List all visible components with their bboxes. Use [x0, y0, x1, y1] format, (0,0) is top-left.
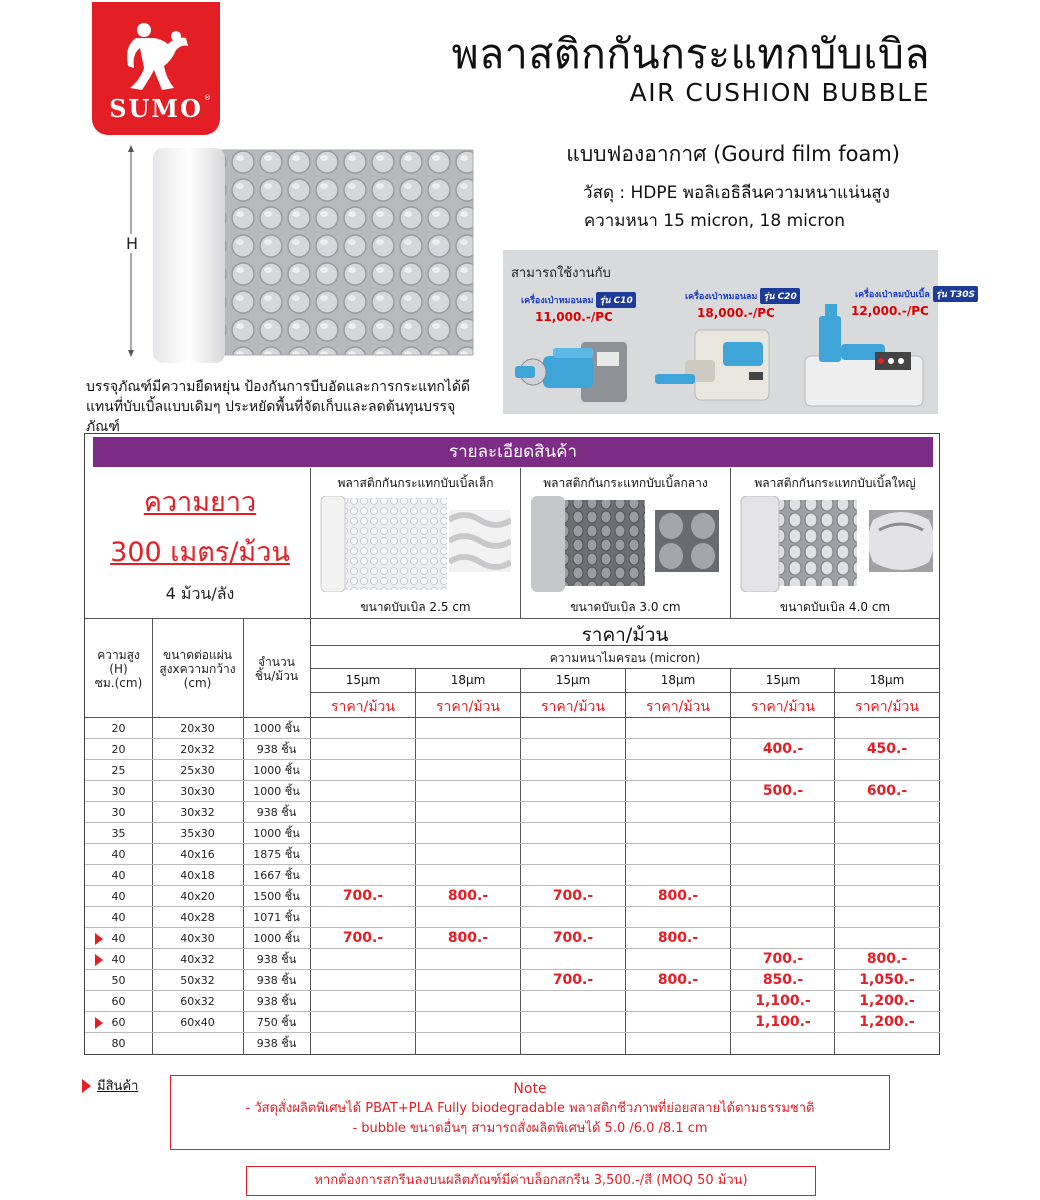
cell-price [416, 949, 520, 970]
in-stock-legend [82, 1075, 138, 1096]
note-title: Note [513, 1081, 547, 1097]
brand-name: SUMO [109, 94, 203, 123]
small-bubble-swatch-icon [449, 510, 511, 572]
machine-price: 11,000.-/PC [535, 310, 613, 324]
cell-price [311, 844, 415, 865]
table-row [85, 802, 940, 823]
table-row [85, 781, 940, 802]
cell-height: 30 [111, 806, 126, 819]
cell-height: 40 [111, 890, 126, 903]
cell-height: 25 [111, 764, 126, 777]
cell-price [626, 718, 730, 739]
cell-qty: 1000 ชิ้น [253, 932, 300, 945]
cell-price [311, 1012, 415, 1033]
cell-size: 25x30 [180, 764, 215, 777]
cell-price [416, 802, 520, 823]
cell-price [311, 949, 415, 970]
cell-height: 40 [111, 869, 126, 882]
bubble-type-name: พลาสติกกันกระแทกบับเบิ้ลเล็ก [337, 476, 494, 490]
length-value: 300 เมตร/ม้วน [110, 537, 290, 568]
header-line: ชิ้น/ม้วน [254, 669, 299, 683]
cell-size: 40x20 [180, 890, 215, 903]
cell-price [731, 1033, 835, 1054]
header-line: ขนาดต่อแผ่น [163, 648, 232, 662]
cell-height: 40 [111, 911, 126, 924]
cell-price: 1,200.- [859, 1014, 915, 1030]
cell-price [416, 781, 520, 802]
cell-qty: 1500 ชิ้น [253, 890, 300, 903]
product-description [86, 377, 486, 437]
cell-price: 850.- [762, 972, 804, 988]
bubble-size: ขนาดบับเบิล 4.0 cm [779, 600, 891, 614]
cell-price [416, 844, 520, 865]
cell-size: 40x18 [180, 869, 215, 882]
sumo-wrestler-icon [114, 16, 198, 96]
note-line: - bubble ขนาดอื่นๆ สามารถสั่งผลิตพิเศษได้ 5.0 /6.0 /8.1 cm [352, 1121, 708, 1136]
spec-thickness: ความหนา 15 micron, 18 micron [583, 211, 845, 231]
cell-qty: 938 ชิ้น [256, 743, 297, 756]
cell-price [416, 991, 520, 1012]
cell-height: 60 [111, 995, 126, 1008]
cell-price [731, 802, 835, 823]
cell-size: 35x30 [180, 827, 215, 840]
cell-price [835, 1033, 939, 1054]
cell-price [521, 718, 625, 739]
small-bubble-roll-icon [319, 496, 449, 592]
cell-price: 1,100.- [755, 1014, 811, 1030]
col-header-qty [243, 655, 310, 683]
thickness-header: 18µm [869, 673, 905, 687]
cell-price: 600.- [866, 783, 908, 799]
cell-size: 50x32 [180, 974, 215, 987]
cell-price [731, 907, 835, 928]
price-unit-header: ราคา/ม้วน [646, 699, 710, 715]
cell-price [416, 970, 520, 991]
compatible-machines [503, 250, 976, 414]
cell-price: 450.- [866, 741, 908, 757]
cell-price: 800.- [657, 888, 699, 904]
cell-price [835, 823, 939, 844]
title-english: AIR CUSHION BUBBLE [629, 78, 930, 107]
cell-price [626, 991, 730, 1012]
spec-material: วัสดุ : HDPE พอลิเอธิลีนความหนาแน่นสูง [583, 183, 890, 203]
cell-price [626, 949, 730, 970]
screen-print-note: หากต้องการสกรีนลงบนผลิตภัณฑ์มีค่าบล็อกสกรีน 3,500.-/สี (MOQ 50 ม้วน) [246, 1166, 816, 1196]
header-line: (H) [109, 662, 128, 676]
cell-size: 40x16 [180, 848, 215, 861]
cell-height: 20 [111, 722, 126, 735]
col-header-height [85, 648, 152, 690]
cell-price [521, 991, 625, 1012]
cell-price: 800.- [657, 930, 699, 946]
cell-price [835, 928, 939, 949]
thickness-header: 15µm [345, 673, 381, 687]
cell-size: 40x32 [180, 953, 215, 966]
cell-price: 400.- [762, 741, 804, 757]
air-machine-c10-icon [513, 334, 633, 409]
cell-price [835, 886, 939, 907]
legend-label: มีสินค้า [97, 1079, 139, 1094]
cell-price [626, 823, 730, 844]
cell-price [731, 928, 835, 949]
spec-type: แบบฟองอากาศ (Gourd film foam) [566, 142, 900, 166]
cell-price [416, 907, 520, 928]
cell-size: 60x40 [180, 1016, 215, 1029]
cell-price [521, 865, 625, 886]
cell-price [416, 1012, 520, 1033]
cell-qty: 938 ชิ้น [256, 995, 297, 1008]
cell-price [521, 1012, 625, 1033]
cell-size [152, 1033, 243, 1054]
height-label: H [126, 234, 139, 253]
price-unit-header: ราคา/ม้วน [855, 699, 919, 715]
cell-price: 800.- [866, 951, 908, 967]
cell-price [626, 1012, 730, 1033]
cell-height: 40 [111, 848, 126, 861]
cell-price [521, 781, 625, 802]
cell-price [311, 802, 415, 823]
cell-qty: 938 ชิ้น [256, 806, 297, 819]
air-machine-c20-icon [653, 326, 783, 408]
cell-price [835, 844, 939, 865]
cell-price [416, 865, 520, 886]
cell-price [521, 1033, 625, 1054]
cell-height: 40 [111, 932, 126, 945]
cell-price [626, 781, 730, 802]
cell-qty: 1071 ชิ้น [253, 911, 300, 924]
cell-price: 1,100.- [755, 993, 811, 1009]
note-box [170, 1075, 890, 1150]
cell-price [835, 907, 939, 928]
cell-price [626, 865, 730, 886]
cell-price: 700.- [342, 888, 384, 904]
cell-size: 30x30 [180, 785, 215, 798]
section-title: รายละเอียดสินค้า [93, 437, 933, 467]
machine-name: เครื่องเป่าหมอนลม [521, 296, 594, 306]
cell-price: 700.- [552, 930, 594, 946]
machines-label: สามารถใช้งานกับ [511, 266, 611, 281]
registered-mark: ® [204, 94, 211, 102]
large-bubble-roll-icon [739, 496, 859, 592]
cell-qty: 1667 ชิ้น [253, 869, 300, 882]
header-line: (cm) [183, 676, 212, 690]
cell-price [311, 970, 415, 991]
cell-size: 60x32 [180, 995, 215, 1008]
bubble-type-large [730, 468, 939, 618]
cell-price [835, 760, 939, 781]
in-stock-marker-icon [82, 1079, 91, 1093]
machine-t30s [801, 286, 976, 412]
cell-price: 700.- [552, 888, 594, 904]
cell-qty: 938 ชิ้น [256, 1037, 297, 1050]
cell-price [731, 844, 835, 865]
cell-price [626, 907, 730, 928]
cell-price [416, 1033, 520, 1054]
cell-price [731, 865, 835, 886]
bubble-size: ขนาดบับเบิล 2.5 cm [360, 600, 471, 614]
cell-price [521, 844, 625, 865]
cell-price: 800.- [447, 888, 489, 904]
cell-price [311, 760, 415, 781]
machine-model: รุ่น T30S [933, 286, 978, 302]
table-row [85, 1012, 940, 1033]
price-unit-header: ราคา/ม้วน [331, 699, 395, 715]
cell-price [835, 865, 939, 886]
thickness-header: 15µm [555, 673, 591, 687]
cell-price [521, 907, 625, 928]
length-title: ความยาว [143, 487, 257, 518]
cell-price [521, 823, 625, 844]
cell-price [626, 739, 730, 760]
bubble-size: ขนาดบับเบิล 3.0 cm [570, 600, 681, 614]
cell-price [311, 907, 415, 928]
cell-price [626, 760, 730, 781]
cell-price [626, 802, 730, 823]
cell-height: 30 [111, 785, 126, 798]
cell-size: 20x30 [180, 722, 215, 735]
table-row [85, 760, 940, 781]
cell-qty: 938 ชิ้น [256, 953, 297, 966]
cell-price [731, 760, 835, 781]
cell-qty: 1000 ชิ้น [253, 722, 300, 735]
cell-price [311, 865, 415, 886]
table-row [85, 886, 940, 907]
medium-bubble-roll-icon [529, 496, 647, 592]
cell-qty: 938 ชิ้น [256, 974, 297, 987]
description-line: บรรจุภัณฑ์มีความยืดหยุ่น ป้องกันการบีบอัดและการกระแทกได้ดี [86, 379, 471, 395]
table-row [85, 739, 940, 760]
cell-price [835, 802, 939, 823]
title-thai: พลาสติกกันกระแทกบับเบิล [451, 30, 930, 78]
cell-price [835, 718, 939, 739]
note-line: - วัสดุสั่งผลิตพิเศษได้ PBAT+PLA Fully biodegradable พลาสติกชีวภาพที่ย่อยสลายได้ตามธรรมชาติ [245, 1101, 815, 1116]
table-row [85, 907, 940, 928]
cell-height: 40 [111, 953, 126, 966]
machine-c10 [513, 292, 633, 412]
cell-qty: 750 ชิ้น [256, 1016, 297, 1029]
bubble-type-small [310, 468, 520, 618]
cell-size: 40x30 [180, 932, 215, 945]
cell-price: 800.- [447, 930, 489, 946]
cell-price [416, 823, 520, 844]
cell-price [416, 718, 520, 739]
cell-price [521, 802, 625, 823]
cell-qty: 1000 ชิ้น [253, 827, 300, 840]
col-header-size [152, 648, 243, 690]
thickness-header: 18µm [660, 673, 696, 687]
medium-bubble-swatch-icon [655, 510, 719, 572]
header-line: สูงxความกว้าง [159, 662, 236, 676]
cell-price: 1,050.- [859, 972, 915, 988]
header-line: ซม.(cm) [94, 676, 143, 690]
cell-height: 20 [111, 743, 126, 756]
description-line: แทนที่บับเบิ้ลแบบเดิมๆ ประหยัดพื้นที่จัดเก็บและลดต้นทุนบรรจุภัณฑ์ [86, 399, 456, 435]
cell-qty: 1875 ชิ้น [253, 848, 300, 861]
bubble-roll-image [145, 148, 475, 365]
rolls-per-box: 4 ม้วน/ลัง [165, 584, 235, 603]
cell-height: 35 [111, 827, 126, 840]
table-row [85, 991, 940, 1012]
cell-price [311, 781, 415, 802]
cell-price [311, 1033, 415, 1054]
cell-price: 1,200.- [859, 993, 915, 1009]
cell-price [731, 886, 835, 907]
bubble-type-medium [520, 468, 730, 618]
cell-size: 40x28 [180, 911, 215, 924]
machine-name: เครื่องเป่าลมบับเบิ้ล [855, 290, 930, 300]
table-row [85, 718, 940, 739]
bubble-machine-t30s-icon [801, 296, 935, 412]
cell-price [311, 718, 415, 739]
price-unit-header: ราคา/ม้วน [541, 699, 605, 715]
cell-price [311, 823, 415, 844]
table-row [85, 949, 940, 970]
machine-price: 18,000.-/PC [697, 306, 775, 320]
bubble-type-name: พลาสติกกันกระแทกบับเบิ้ลใหญ่ [754, 476, 916, 490]
machine-model: รุ่น C10 [596, 292, 635, 308]
cell-height: 50 [111, 974, 126, 987]
large-bubble-swatch-icon [869, 510, 933, 572]
cell-price: 500.- [762, 783, 804, 799]
cell-qty: 1000 ชิ้น [253, 764, 300, 777]
header-line: จำนวน [258, 655, 295, 669]
cell-price [626, 844, 730, 865]
cell-price [416, 739, 520, 760]
machine-price: 12,000.-/PC [851, 304, 929, 318]
cell-price [626, 1033, 730, 1054]
cell-size: 20x32 [180, 743, 215, 756]
cell-price [521, 760, 625, 781]
table-row [85, 928, 940, 949]
cell-price [731, 823, 835, 844]
price-unit-header: ราคา/ม้วน [751, 699, 815, 715]
sumo-logo [92, 2, 220, 135]
table-row [85, 865, 940, 886]
cell-price: 700.- [762, 951, 804, 967]
table-row [85, 1033, 940, 1054]
cell-price: 800.- [657, 972, 699, 988]
machine-c20 [653, 288, 797, 412]
table-row [85, 823, 940, 844]
cell-qty: 1000 ชิ้น [253, 785, 300, 798]
price-unit-header: ราคา/ม้วน [436, 699, 500, 715]
cell-size: 30x32 [180, 806, 215, 819]
cell-price [521, 739, 625, 760]
machine-model: รุ่น C20 [760, 288, 799, 304]
cell-price [521, 949, 625, 970]
machine-name: เครื่องเป่าหมอนลม [685, 292, 758, 302]
price-per-roll-title: ราคา/ม้วน [581, 624, 669, 646]
thickness-header: 18µm [450, 673, 486, 687]
header-line: ความสูง [97, 648, 140, 662]
micron-label: ความหนาไมครอน (micron) [549, 651, 701, 665]
cell-price [311, 739, 415, 760]
thickness-header: 15µm [765, 673, 801, 687]
table-row [85, 970, 940, 991]
cell-price [416, 760, 520, 781]
cell-price [311, 991, 415, 1012]
table-row [85, 844, 940, 865]
bubble-type-name: พลาสติกกันกระแทกบับเบิ้ลกลาง [543, 476, 708, 490]
cell-price: 700.- [552, 972, 594, 988]
divider [85, 618, 940, 619]
cell-price: 700.- [342, 930, 384, 946]
cell-price [731, 718, 835, 739]
cell-height: 60 [111, 1016, 126, 1029]
cell-height: 80 [111, 1037, 126, 1050]
